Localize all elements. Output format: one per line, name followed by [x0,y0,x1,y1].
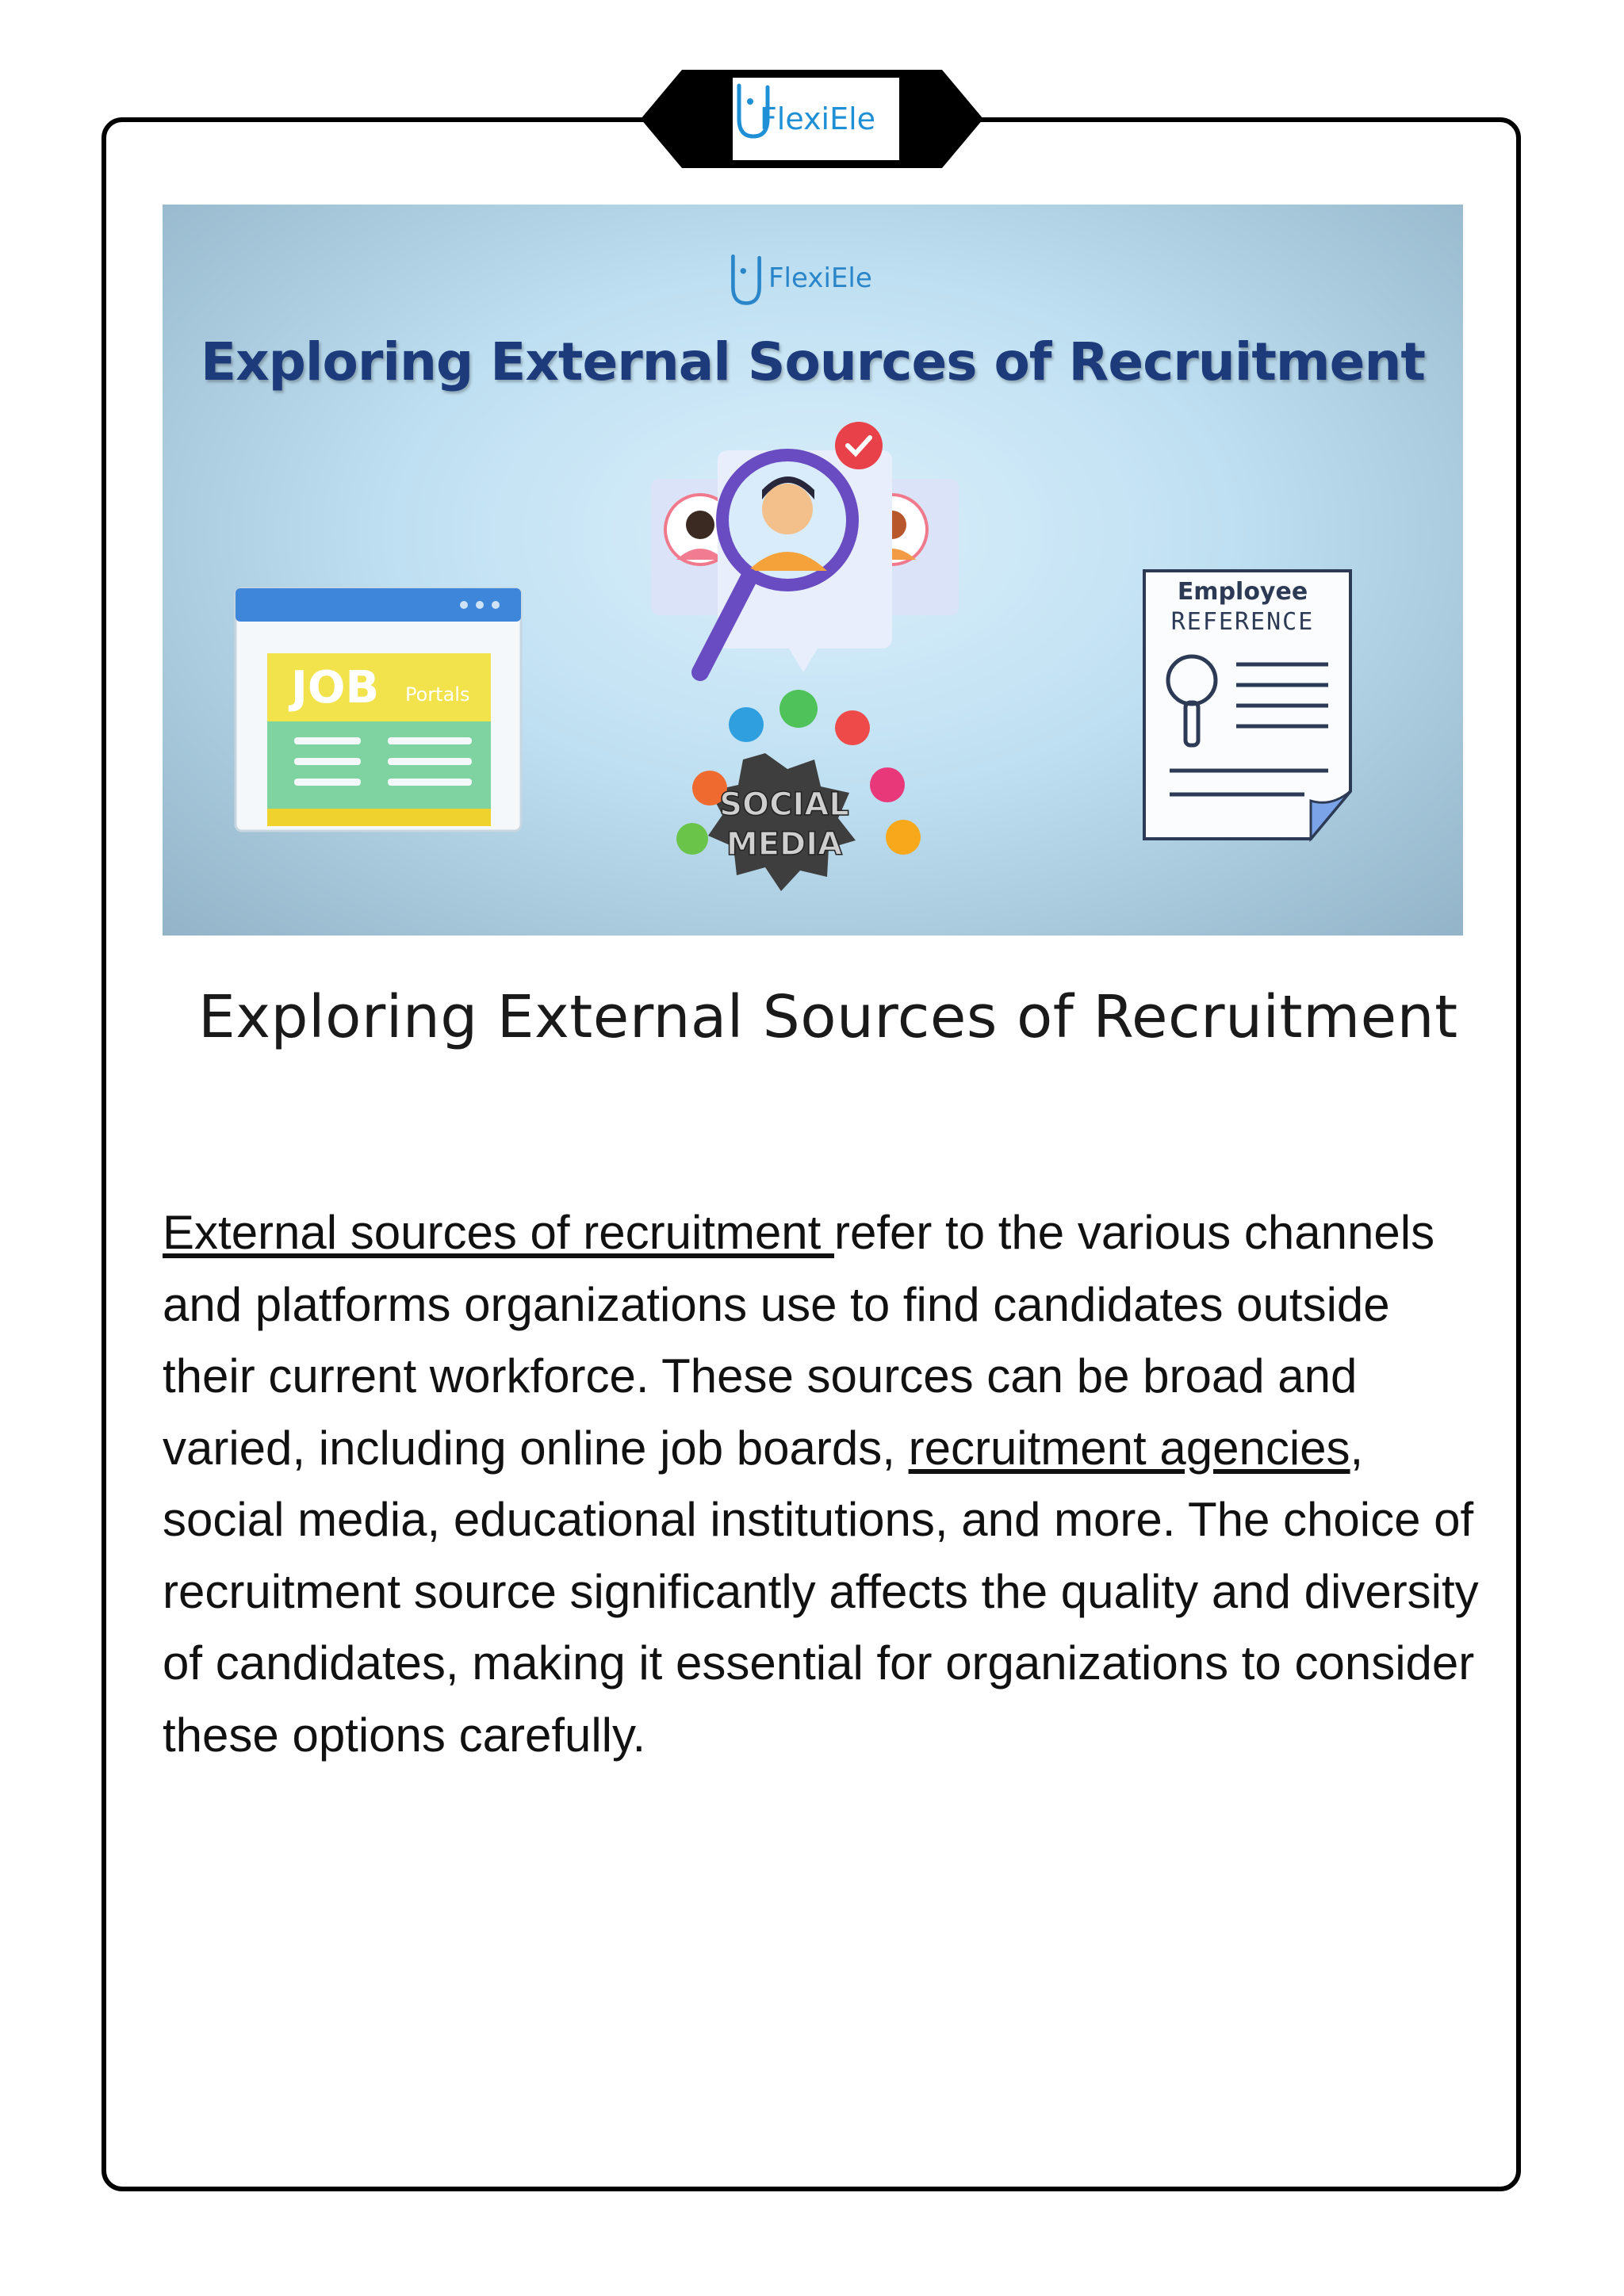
recruitment-agencies-link[interactable]: recruitment agencies [908,1421,1350,1475]
body-paragraph [163,1197,1479,1771]
social-badge-line2: MEDIA [726,826,843,863]
external-sources-link[interactable]: External sources of recruitment [163,1206,835,1259]
paperclip-icon [727,247,765,309]
header-tab [641,70,983,168]
page-title: Exploring External Sources of Recruitment [198,983,1458,1051]
job-card-word: JOB [291,662,380,714]
reference-line2: REFERENCE [1170,608,1315,636]
paperclip-icon [733,78,774,141]
brand-logo[interactable] [733,78,899,160]
social-badge-line1: SOCIAL [719,786,849,823]
body-text-part1: refer to the various channels and platforms organizations use to find candidates outside their current workforce. These sources can be broad and varied, including online job boards, [163,1206,1435,1475]
reference-line1: Employee [1177,578,1308,606]
hero-logo-text: FlexiEle [768,262,872,294]
hero-title: Exploring External Sources of Recruitment [201,331,1425,392]
hero-brand-logo [727,247,872,309]
hero-banner [163,205,1463,936]
candidate-search-icon [651,422,959,672]
brand-logo-text: FlexiEle [759,101,876,136]
hero-illustration [163,205,1463,936]
body-text-part2: , social media, educational institutions, and more. The choice of recruitment source significantly affects the quality and diversity of candidates, making it essential for organizations to consider these options carefully. [163,1421,1479,1762]
job-card-sub: Portals [405,683,470,706]
